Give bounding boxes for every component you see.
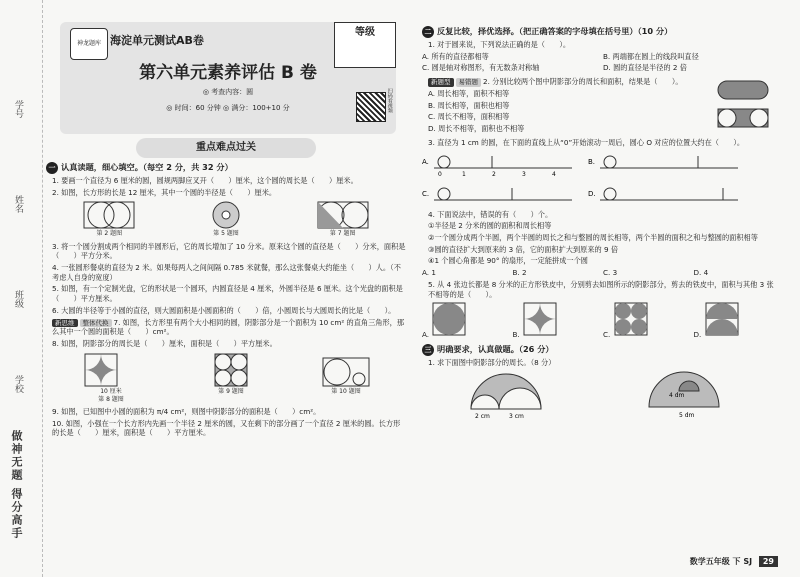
tick-label: 3 <box>522 170 526 176</box>
figure-7 <box>313 200 373 238</box>
option: C. 圆是轴对称图形，有无数条对称轴 <box>422 63 540 73</box>
question-5: 5. 如图，有一个定制光盘，它的形状是一个圆环，内圆直径是 4 厘米，外圆半径是 6 厘米。这个光盘的面积是（ ）平方厘米。 <box>52 284 403 304</box>
calc-figure-b <box>639 371 739 419</box>
mc-question-2-figure <box>708 75 778 135</box>
option-b-figure <box>522 301 562 337</box>
mc-question-5: 5. 从 4 张边长都是 8 分米的正方形铁皮中，分别剪去如图所示的阴影部分，剪去的铁皮中，面积与其他 3 张不相等的是（ ）。 <box>428 279 774 299</box>
mc-question-3-options <box>422 150 778 208</box>
option-label: D. <box>693 330 702 340</box>
left-column <box>46 22 406 562</box>
calc-figures <box>422 371 778 419</box>
figure-10-drawing <box>321 352 371 388</box>
brand-slogan: 做神无题 得分高手 <box>10 430 23 540</box>
meta-text: ◎ 时间：60 分钟 ◎ 满分：100+10 分 <box>166 104 290 112</box>
tick-label: 1 <box>462 170 466 176</box>
question-2-tag-2: 易错题 <box>456 78 482 87</box>
series-title: 海淀单元测试AB卷 <box>110 34 204 47</box>
mc-question-1-options-b <box>422 63 778 73</box>
option-a <box>422 301 507 340</box>
figure-b-label: 5 dm <box>679 411 695 419</box>
option-d-number-line <box>588 182 748 208</box>
statement: ③圆的直径扩大到原来的 3 倍，它的面积扩大到原来的 9 倍 <box>428 244 619 254</box>
figure-5-caption: 第 5 题图 <box>213 230 239 238</box>
section-3-title-text: 明确要求，认真做题。（26 分） <box>437 343 554 354</box>
class-label: 班级 <box>13 290 23 308</box>
mc-question-2-block <box>422 75 778 136</box>
section-2-title-text: 反复比较，择优选择。（把正确答案的字母填在括号里）（10 分） <box>437 26 673 36</box>
tick-label: 0 <box>438 170 442 176</box>
figures-row-1 <box>46 200 406 238</box>
figure-a-label: 3 cm <box>509 412 524 419</box>
id-label: 学号 <box>13 100 23 118</box>
mc-question-3: 3. 直径为 1 cm 的圆，在下面的直线上从“0”开始滚动一周后，圆心 O 对应的位置大约在（ ）。 <box>428 137 745 147</box>
option: A. 所有的直径都相等 <box>422 51 489 61</box>
figure-9-drawing <box>211 352 251 388</box>
figure-9 <box>211 352 251 404</box>
figure-2 <box>79 200 139 238</box>
section-3-title <box>422 344 778 356</box>
section-1-number: 一 <box>46 162 58 174</box>
scope-text: ◎ 考查内容：圆 <box>202 88 254 96</box>
figure-8-drawing <box>81 352 141 388</box>
question-2-tag-1: 新题型 <box>428 78 454 87</box>
option-c-figure <box>613 301 653 337</box>
question-1: 1. 要画一个直径为 6 厘米的圆，圆规两脚应叉开（ ）厘米，这个圆的周长是（ ）厘米。 <box>52 176 358 185</box>
section-banner: 重点难点过关 <box>136 138 316 158</box>
tick-label: 4 <box>552 170 556 176</box>
option-label: A. <box>422 330 430 340</box>
mc-question-2-text: 2. 分别比较两个图中阴影部分的周长和面积，结果是（ ）。 <box>483 77 683 87</box>
section-2-number: 二 <box>422 26 434 38</box>
option-a-number-line <box>422 150 582 176</box>
question-6: 6. 大圆的半径等于小圆的直径，则大圆面积是小圆面积的（ ）倍，小圆周长与大圆周长的比是（ ）。 <box>52 305 396 315</box>
question-3: 3. 将一个圆分割成两个相同的半圆形后，它的周长增加了 10 分米。原来这个圆的直径是（ ）分米，面积是（ ）平方分米。 <box>52 241 406 261</box>
figure-8 <box>81 352 141 404</box>
figure-5 <box>206 200 246 238</box>
qr-label: 扫码看视频 <box>386 88 393 113</box>
figures-row-2 <box>46 352 406 404</box>
grade-label: 等级 <box>355 27 375 38</box>
question-7-tag-2: 整体代换 <box>80 319 112 328</box>
option-b-label: B. <box>588 157 596 166</box>
name-label: 姓名 <box>13 195 23 213</box>
option: D. 圆的直径是半径的 2 倍 <box>603 63 687 73</box>
statement: ②一个圆分成两个半圆，两个半圆的周长之和与整圆的周长相等，两个半圆的面积之和与整圆的面积相等 <box>428 232 758 242</box>
option: B. 两端都在圆上的线段叫直径 <box>603 51 699 61</box>
figure-9-caption: 第 9 题图 <box>218 387 244 395</box>
question-9: 9. 如图，已知图中小圆的面积为 π/4 cm²，则图中阴影部分的面积是（ ）cm²。 <box>52 406 321 416</box>
figure-a-label: 2 cm <box>475 412 490 419</box>
figure-2-drawing <box>79 200 139 230</box>
statement: ①半径是 2 分米的圆的面积和周长相等 <box>428 221 552 231</box>
mc-question-4: 4. 下面说法中，错误的有（ ）个。 <box>428 209 553 219</box>
figure-8-length: 10 厘米 <box>100 387 122 395</box>
statement: ④1 个圆心角都是 90° 的扇形，一定能拼成一个圆 <box>428 256 588 266</box>
page-title: 第六单元素养评估 B 卷 <box>139 63 317 83</box>
option-d-label: D. <box>588 189 596 198</box>
right-column <box>422 22 778 562</box>
question-8: 8. 如图，阴影部分的周长是（ ）厘米，面积是（ ）平方厘米。 <box>52 339 277 349</box>
option: A. 1 <box>422 268 436 278</box>
mc-question-5-options <box>422 301 778 340</box>
logo: 神龙题库 <box>70 28 108 60</box>
figure-7-drawing <box>313 200 373 230</box>
question-2: 2. 如图，长方形的长是 12 厘米，其中一个圆的半径是（ ）厘米。 <box>52 187 277 197</box>
option-label: C. <box>603 330 611 340</box>
figure-10 <box>321 352 371 404</box>
calc-figure-a <box>461 371 561 419</box>
section-1-title <box>46 162 406 174</box>
figure-8-caption: 第 8 题图 <box>98 395 124 403</box>
option-d-figure <box>704 301 744 337</box>
section-2-title <box>422 26 778 38</box>
option: D. 4 <box>693 268 709 278</box>
option: B. 2 <box>512 268 527 278</box>
option-c <box>603 301 688 340</box>
figure-b-label: 4 dm <box>669 391 685 399</box>
page-footer <box>690 556 778 567</box>
calc-question-1: 1. 求下面图中阴影部分的周长。（8 分） <box>428 357 556 367</box>
page-number: 29 <box>759 556 778 567</box>
option: A. 周长相等，面积不相等 <box>428 88 510 98</box>
binding-strip <box>0 0 43 577</box>
school-label: 学校 <box>13 375 23 393</box>
option-c-number-line <box>422 182 582 208</box>
option-label: B. <box>512 330 520 340</box>
section-1-title-text: 认真读题，细心填空。（每空 2 分，共 32 分） <box>61 162 233 172</box>
option-c-label: C. <box>422 189 430 198</box>
question-7-text: 7. 如图，长方形里有两个大小相同的圆，阴影部分是一个面积为 10 cm² 的直角三角形，那么其中一个圆的面积是（ ）cm²。 <box>52 317 405 337</box>
test-header <box>60 22 396 134</box>
mc-question-1-options-a <box>422 52 778 62</box>
mc-question-4-options <box>422 268 778 278</box>
option-b <box>513 301 598 340</box>
option: B. 周长相等，面积也相等 <box>428 100 510 110</box>
mc-question-1: 1. 对于圆来说，下列说法正确的是（ ）。 <box>428 40 571 49</box>
tick-label: 2 <box>492 170 496 176</box>
option-a-figure <box>431 301 471 337</box>
question-7 <box>52 318 406 337</box>
figure-5-drawing <box>206 200 246 230</box>
question-7-tag-1: 新思维 <box>52 319 78 328</box>
option-d <box>694 301 779 340</box>
mc-question-2 <box>428 77 708 87</box>
figure-7-caption: 第 7 题图 <box>329 230 356 238</box>
option: D. 周长不相等，面积也不相等 <box>428 124 525 134</box>
figure-2-caption: 第 2 题图 <box>96 230 123 238</box>
footer-label: 数学五年级 下 SJ <box>689 557 753 566</box>
question-4: 4. 一张圆形餐桌的直径为 2 米。如果每两人之间间隔 0.785 米就餐，那么这张餐桌大约能坐（ ）人。（不考虑人自身的宽度） <box>52 262 401 282</box>
option: C. 3 <box>603 268 618 278</box>
section-3-number: 三 <box>422 344 434 356</box>
figure-10-caption: 第 10 题图 <box>331 387 361 395</box>
option-b-number-line <box>588 150 748 176</box>
option: C. 周长不相等，面积相等 <box>428 112 510 122</box>
qr-code-icon <box>356 92 386 122</box>
option-a-label: A. <box>422 157 429 166</box>
question-10: 10. 如图，小强在一个长方形内先画一个半径 2 厘米的圆，又在剩下的部分画了一个直径 2 厘米的圆。长方形的长是（ ）厘米，面积是（ ）平方厘米。 <box>52 418 401 438</box>
